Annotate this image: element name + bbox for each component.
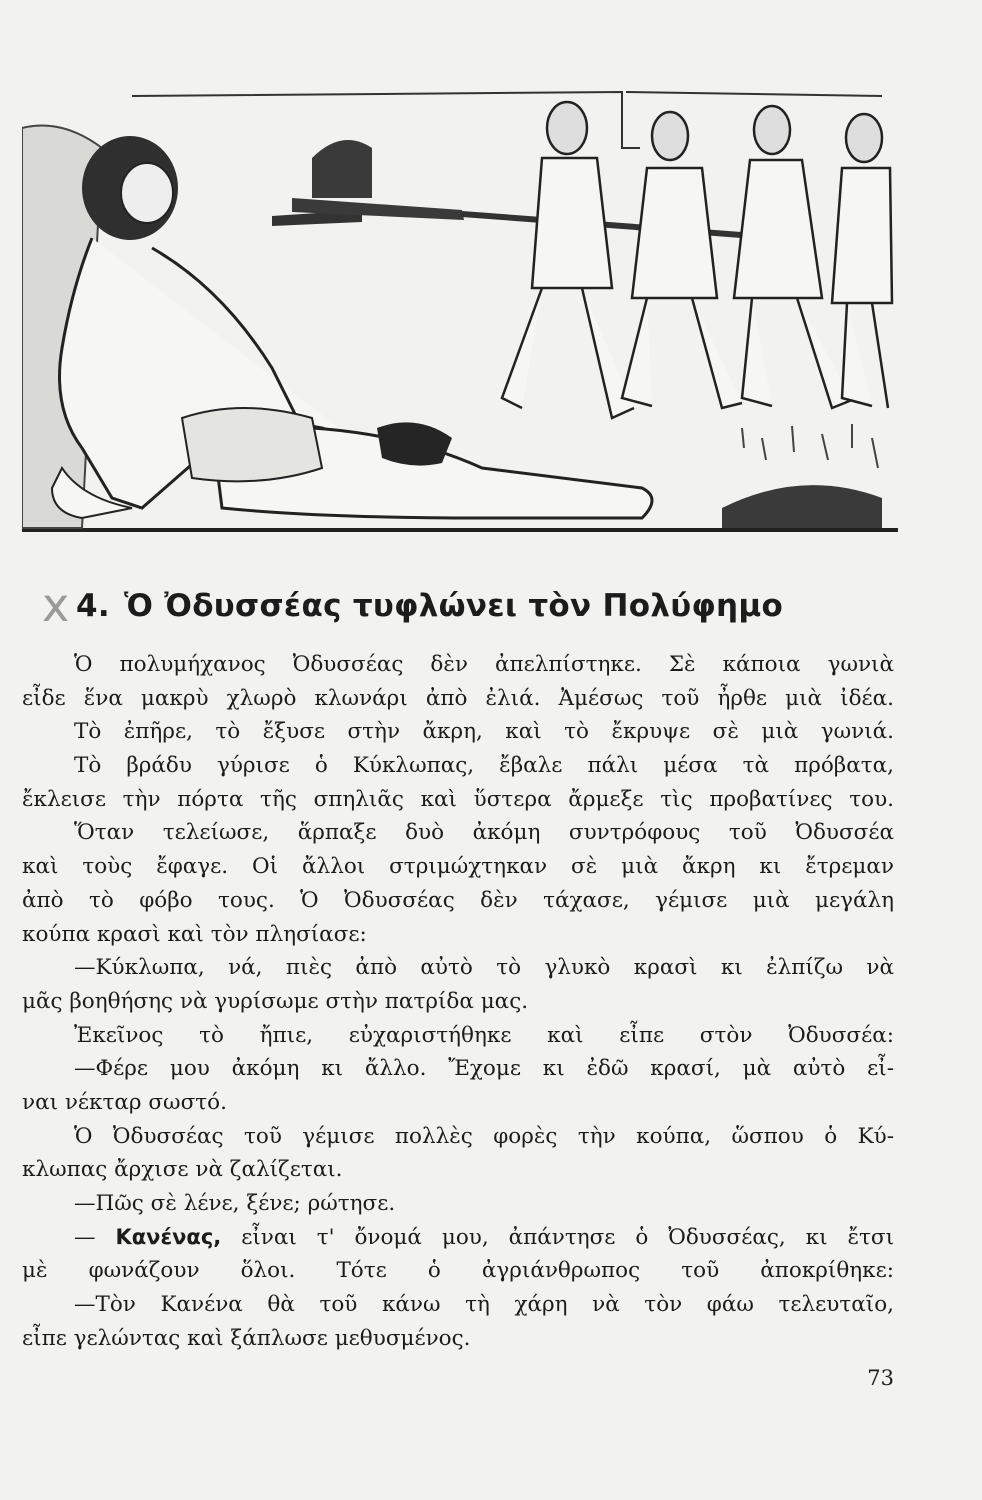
text-line: —Πῶς σὲ λένε, ξένε; ρώτησε. xyxy=(74,1191,396,1216)
text-line: Ὅταν τελείωσε, ἅρπαξε δυὸ ἀκόμη συντρόφους τοῦ Ὀδυσσέα xyxy=(74,820,894,846)
text-line: μὲ φωνάζουν ὅλοι. Τότε ὁ ἀγριάνθρωπος τοῦ ἀποκρίθηκε: xyxy=(22,1258,894,1284)
text-line: Τὸ βράδυ γύρισε ὁ Κύκλωπας, ἔβαλε πάλι μέσα τὰ πρόβατα, xyxy=(74,753,894,779)
text-line: ἀπὸ τὸ φόβο τους. Ὁ Ὀδυσσέας δὲν τάχασε, γέμισε μιὰ μεγάλη xyxy=(22,887,894,913)
text-line: ἔκλεισε τὴν πόρτα τῆς σπηλιᾶς καὶ ὕστερα ἄρμεξε τὶς προβατίνες του. xyxy=(22,786,894,812)
text-line: —Τὸν Κανένα θὰ τοῦ κάνω τὴ χάρη νὰ τὸν φάω τελευταῖο, xyxy=(74,1292,894,1318)
page-number: 73 xyxy=(867,1366,894,1390)
text-line: ναι νέκταρ σωστό. xyxy=(22,1089,227,1115)
text-line: —Φέρε μου ἀκόμη κι ἄλλο. Ἔχομε κι ἐδῶ κρασί, μὰ αὐτὸ εἶ- xyxy=(74,1056,894,1082)
bold-word: Κανένας, xyxy=(115,1224,222,1249)
text-line: μᾶς βοηθήσης νὰ γυρίσωμε στὴν πατρίδα μας. xyxy=(22,988,529,1014)
text-line: εἶδε ἕνα μακρὺ χλωρὸ κλωνάρι ἀπὸ ἐλιά. Ἀμέσως τοῦ ἦρθε μιὰ ἰδέα. xyxy=(22,685,894,711)
text-line: Ὁ πολυμήχανος Ὀδυσσέας δὲν ἀπελπίστηκε. Σὲ κάποια γωνιὰ xyxy=(74,652,894,677)
text-line: κλωπας ἄρχισε νὰ ζαλίζεται. xyxy=(22,1157,343,1183)
body-text xyxy=(22,648,894,1355)
text-line: εἶπε γελώντας καὶ ξάπλωσε μεθυσμένος. xyxy=(22,1325,471,1351)
text-line: —Κύκλωπα, νά, πιὲς ἀπὸ αὐτὸ τὸ γλυκὸ κρασὶ κι ἐλπίζω νὰ xyxy=(74,955,894,981)
margin-mark: x xyxy=(42,578,70,632)
chapter-title xyxy=(76,586,856,626)
chapter-title-text: Ὁ Ὀδυσσέας τυφλώνει τὸν Πολύφημο xyxy=(123,588,784,624)
dash: — xyxy=(74,1224,116,1250)
chapter-number: 4. xyxy=(76,588,110,624)
illustration xyxy=(22,88,898,536)
text-line-rest: εἶναι τ' ὄνομά μου, ἀπάντησε ὁ Ὀδυσσέας, κι ἔτσι xyxy=(221,1224,895,1250)
text-line: καὶ τοὺς ἔφαγε. Οἱ ἄλλοι στριμώχτηκαν σὲ μιὰ ἄκρη κι ἔτρεμαν xyxy=(22,854,894,880)
text-line xyxy=(22,1221,894,1255)
text-line: Ἐκεῖνος τὸ ἤπιε, εὐχαριστήθηκε καὶ εἶπε στὸν Ὀδυσσέα: xyxy=(74,1022,894,1048)
text-line: Ὁ Ὀδυσσέας τοῦ γέμισε πολλὲς φορὲς τὴν κούπα, ὥσπου ὁ Κύ- xyxy=(74,1123,894,1149)
text-line: κούπα κρασὶ καὶ τὸν πλησίασε: xyxy=(22,921,367,947)
odysseus-blinding-polyphemus-illustration xyxy=(22,88,898,536)
text-line: Τὸ ἐπῆρε, τὸ ἔξυσε στὴν ἄκρη, καὶ τὸ ἔκρυψε σὲ μιὰ γωνιά. xyxy=(74,719,894,745)
